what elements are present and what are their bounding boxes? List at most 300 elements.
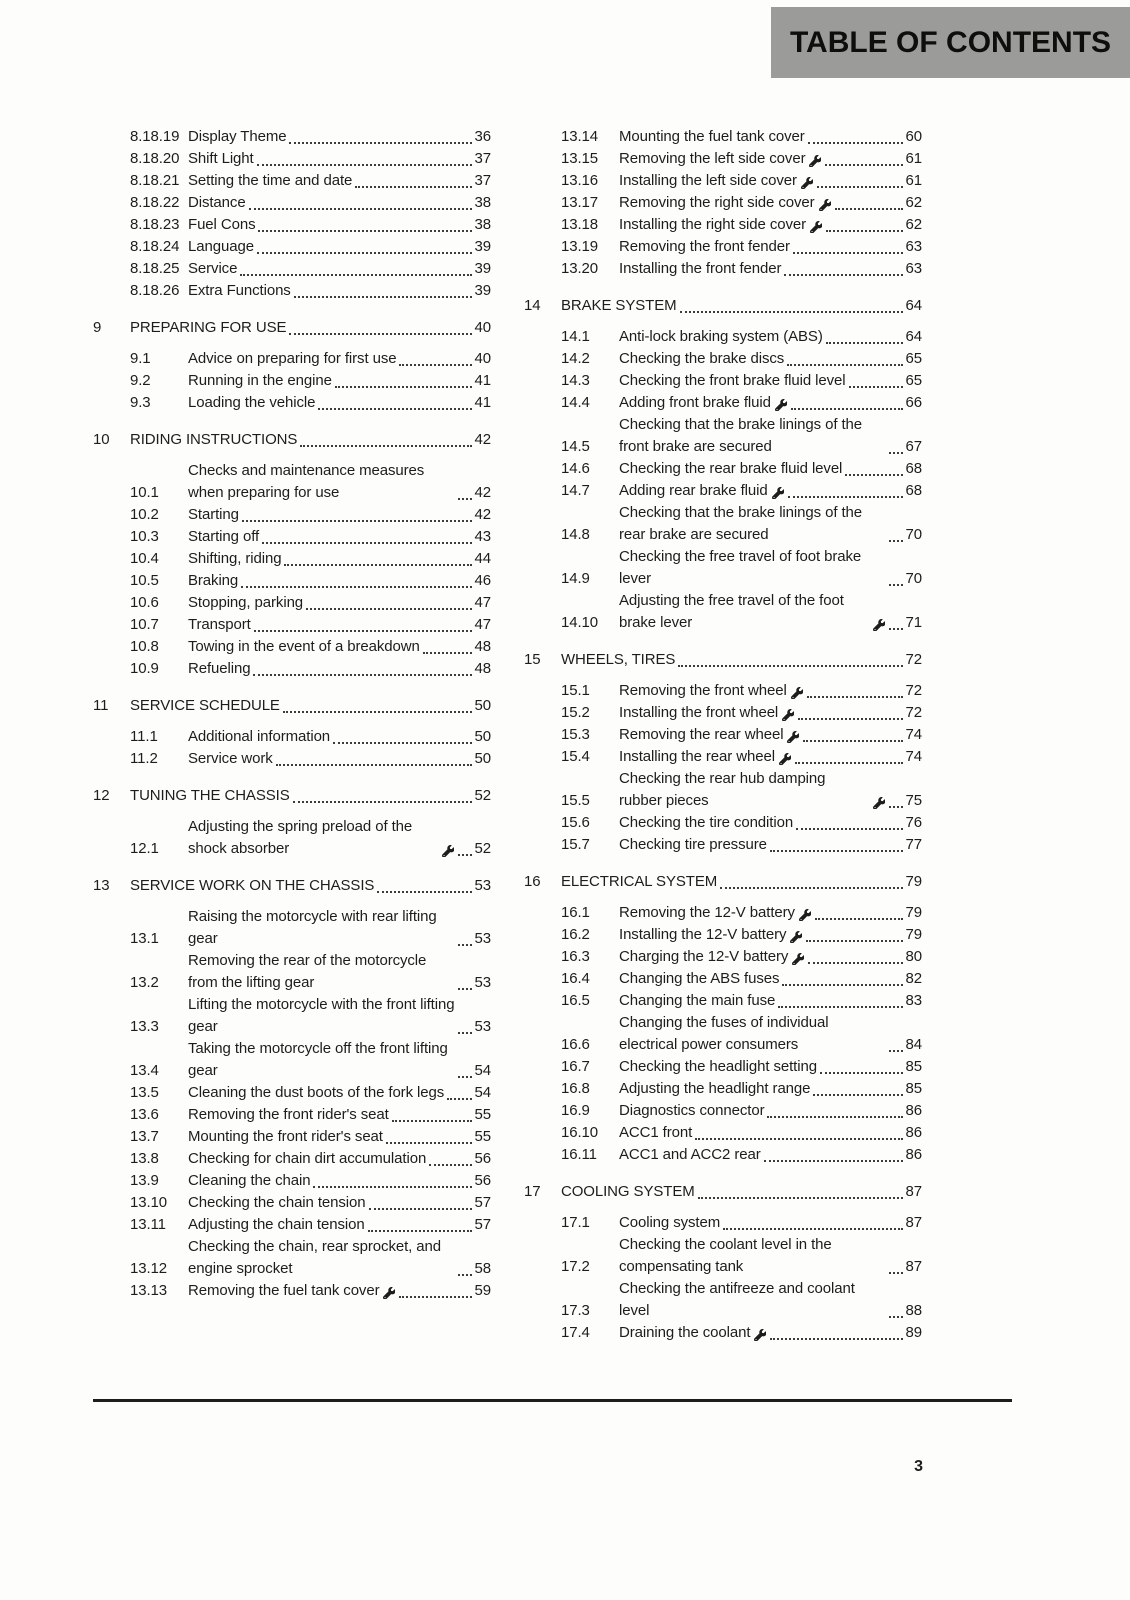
toc-entry-number: 14.5	[561, 438, 590, 455]
toc-entry-title: Transport	[188, 616, 251, 633]
toc-entry-page: 50	[474, 750, 491, 767]
toc-entry-page: 63	[905, 238, 922, 255]
toc-chapter-row	[524, 871, 922, 893]
toc-entry-title: Removing the 12-V battery	[619, 904, 795, 921]
toc-entry-page: 72	[905, 682, 922, 699]
toc-entry-number: 10.5	[130, 572, 159, 589]
toc-entry-number: 15	[524, 651, 541, 668]
toc-entry-title: Removing the rear of the motorcycle from the lifting gear	[188, 952, 427, 991]
dot-leader	[889, 806, 903, 808]
toc-entry-number: 15.7	[561, 836, 590, 853]
toc-entry-title: Checking that the brake linings of the front brake are secured	[619, 416, 863, 455]
toc-entry-page: 42	[474, 431, 491, 448]
toc-entry-row	[93, 280, 491, 302]
dot-leader	[283, 711, 472, 713]
dot-leader	[386, 1142, 472, 1144]
toc-entry-page: 79	[905, 904, 922, 921]
toc-entry-page: 76	[905, 814, 922, 831]
toc-entry-page: 44	[474, 550, 491, 567]
toc-entry-row	[524, 902, 922, 924]
toc-entry-title: RIDING INSTRUCTIONS	[130, 431, 298, 448]
table-of-contents	[93, 126, 923, 1344]
toc-entry-title: ACC1 front	[619, 1124, 693, 1141]
toc-entry-row	[524, 214, 922, 236]
toc-entry-title: Checking the free travel of foot brake lever	[619, 548, 862, 587]
toc-chapter-row	[524, 1181, 922, 1203]
toc-entry-page: 50	[474, 697, 491, 714]
toc-entry-number: 10	[93, 431, 110, 448]
toc-entry-title: Checking that the brake linings of the rear brake are secured	[619, 504, 863, 543]
toc-entry-title: Adjusting the headlight range	[619, 1080, 811, 1097]
toc-entry-row	[524, 924, 922, 946]
toc-entry-page: 63	[905, 260, 922, 277]
toc-entry-row	[93, 1104, 491, 1126]
toc-entry-number: 10.3	[130, 528, 159, 545]
toc-entry-number: 10.4	[130, 550, 159, 567]
toc-entry-title: Cleaning the chain	[188, 1172, 311, 1189]
toc-entry-page: 36	[474, 128, 491, 145]
toc-entry-row	[524, 1012, 922, 1056]
toc-entry-number: 17.1	[561, 1214, 590, 1231]
toc-entry-page: 87	[905, 1183, 922, 1200]
toc-entry-title: Installing the rear wheel	[619, 748, 775, 765]
toc-entry-page: 53	[474, 1018, 491, 1035]
toc-entry-title: Diagnostics connector	[619, 1102, 765, 1119]
toc-entry-page: 72	[905, 704, 922, 721]
toc-entry-title: Shift Light	[188, 150, 254, 167]
toc-entry-row	[524, 126, 922, 148]
toc-entry-row	[93, 906, 491, 950]
toc-entry-number: 16.4	[561, 970, 590, 987]
toc-entry-page: 57	[474, 1194, 491, 1211]
dot-leader	[257, 252, 472, 254]
toc-entry-page: 39	[474, 260, 491, 277]
toc-entry-number: 14.6	[561, 460, 590, 477]
toc-entry-page: 88	[905, 1302, 922, 1319]
toc-entry-title: Checks and maintenance measures when preparing for use	[188, 462, 425, 501]
toc-entry-title: Installing the 12-V battery	[619, 926, 787, 943]
dot-leader	[889, 584, 903, 586]
dot-leader	[458, 498, 472, 500]
toc-entry-row	[93, 236, 491, 258]
dot-leader	[306, 608, 471, 610]
toc-entry-row	[93, 148, 491, 170]
toc-entry-row	[93, 748, 491, 770]
toc-entry-page: 42	[474, 506, 491, 523]
toc-entry-number: 15.3	[561, 726, 590, 743]
toc-entry-number: 14.2	[561, 350, 590, 367]
toc-entry-number: 16.3	[561, 948, 590, 965]
dot-leader	[240, 274, 471, 276]
toc-entry-row	[524, 1144, 922, 1166]
toc-entry-page: 86	[905, 1146, 922, 1163]
dot-leader	[788, 496, 903, 498]
toc-entry-page: 60	[905, 128, 922, 145]
toc-entry-title: Braking	[188, 572, 239, 589]
wrench-icon	[809, 155, 821, 167]
toc-entry-number: 16.8	[561, 1080, 590, 1097]
dot-leader	[318, 408, 471, 410]
dot-leader	[678, 665, 902, 667]
toc-entry-number: 16	[524, 873, 541, 890]
toc-entry-number: 15.2	[561, 704, 590, 721]
toc-entry-number: 10.7	[130, 616, 159, 633]
dot-leader	[808, 962, 902, 964]
toc-entry-page: 61	[905, 150, 922, 167]
toc-entry-number: 11.1	[130, 728, 158, 745]
toc-entry-title: Draining the coolant	[619, 1324, 751, 1341]
dot-leader	[300, 445, 471, 447]
toc-entry-number: 8.18.25	[130, 260, 180, 277]
toc-entry-row	[93, 570, 491, 592]
dot-leader	[249, 208, 472, 210]
dot-leader	[808, 142, 903, 144]
toc-entry-title: PREPARING FOR USE	[130, 319, 287, 336]
toc-column	[524, 126, 922, 1344]
toc-entry-title: Running in the engine	[188, 372, 332, 389]
dot-leader	[399, 1296, 471, 1298]
dot-leader	[289, 333, 471, 335]
wrench-icon	[779, 753, 791, 765]
dot-leader	[723, 1228, 902, 1230]
toc-entry-title: Adjusting the spring preload of the shock absorber	[188, 818, 413, 857]
toc-entry-page: 40	[474, 319, 491, 336]
dot-leader	[813, 1094, 902, 1096]
toc-entry-page: 43	[474, 528, 491, 545]
toc-entry-page: 62	[905, 194, 922, 211]
wrench-icon	[792, 953, 804, 965]
toc-entry-title: Shifting, riding	[188, 550, 282, 567]
toc-entry-number: 8.18.23	[130, 216, 180, 233]
toc-entry-row	[524, 546, 922, 590]
toc-entry-row	[524, 1234, 922, 1278]
toc-entry-row	[93, 348, 491, 370]
toc-entry-row	[524, 834, 922, 856]
dot-leader	[258, 230, 471, 232]
toc-entry-title: Removing the left side cover	[619, 150, 806, 167]
dot-leader	[313, 1186, 471, 1188]
toc-entry-row	[93, 192, 491, 214]
toc-entry-page: 53	[474, 974, 491, 991]
toc-entry-row	[93, 658, 491, 680]
toc-entry-title: Cooling system	[619, 1214, 721, 1231]
toc-entry-title: Charging the 12-V battery	[619, 948, 789, 965]
toc-entry-number: 13	[93, 877, 110, 894]
toc-entry-page: 75	[905, 792, 922, 809]
toc-entry-number: 14.9	[561, 570, 590, 587]
dot-leader	[458, 1032, 472, 1034]
toc-entry-row	[524, 1122, 922, 1144]
toc-entry-title: Changing the main fuse	[619, 992, 776, 1009]
toc-entry-number: 13.15	[561, 150, 599, 167]
toc-entry-title: Lifting the motorcycle with the front lifting gear	[188, 996, 455, 1035]
toc-entry-row	[524, 1278, 922, 1322]
toc-entry-title: Checking tire pressure	[619, 836, 767, 853]
toc-entry-row	[93, 592, 491, 614]
toc-entry-row	[93, 1082, 491, 1104]
dot-leader	[889, 540, 903, 542]
toc-entry-title: Additional information	[188, 728, 331, 745]
dot-leader	[791, 408, 903, 410]
wrench-icon	[810, 221, 822, 233]
toc-entry-row	[93, 548, 491, 570]
toc-entry-row	[524, 1212, 922, 1234]
dot-leader	[377, 891, 471, 893]
toc-entry-page: 67	[905, 438, 922, 455]
toc-entry-page: 57	[474, 1216, 491, 1233]
dot-leader	[698, 1197, 903, 1199]
toc-entry-number: 12	[93, 787, 110, 804]
dot-leader	[284, 564, 471, 566]
toc-entry-page: 64	[905, 297, 922, 314]
toc-entry-page: 65	[905, 350, 922, 367]
toc-entry-page: 50	[474, 728, 491, 745]
toc-entry-number: 13.3	[130, 1018, 159, 1035]
toc-entry-page: 37	[474, 150, 491, 167]
toc-entry-title: Adjusting the free travel of the foot brake lever	[619, 592, 844, 631]
dot-leader	[720, 887, 902, 889]
toc-entry-page: 65	[905, 372, 922, 389]
toc-entry-row	[524, 414, 922, 458]
dot-leader	[795, 762, 903, 764]
dot-leader	[289, 142, 471, 144]
toc-entry-page: 46	[474, 572, 491, 589]
wrench-icon	[873, 797, 885, 809]
toc-entry-row	[524, 480, 922, 502]
toc-entry-number: 13.13	[130, 1282, 168, 1299]
dot-leader	[458, 944, 472, 946]
wrench-icon	[873, 619, 885, 631]
toc-entry-title: Service work	[188, 750, 273, 767]
toc-entry-page: 54	[474, 1062, 491, 1079]
toc-entry-number: 13.8	[130, 1150, 159, 1167]
toc-entry-row	[524, 192, 922, 214]
toc-entry-number: 13.2	[130, 974, 159, 991]
toc-entry-row	[524, 812, 922, 834]
toc-entry-page: 87	[905, 1258, 922, 1275]
toc-entry-number: 9.3	[130, 394, 151, 411]
toc-entry-number: 10.6	[130, 594, 159, 611]
toc-entry-number: 13.20	[561, 260, 599, 277]
toc-entry-title: Starting off	[188, 528, 260, 545]
toc-entry-title: Towing in the event of a breakdown	[188, 638, 420, 655]
toc-entry-number: 13.10	[130, 1194, 168, 1211]
page-title: TABLE OF CONTENTS	[789, 25, 1112, 59]
toc-entry-title: Installing the front wheel	[619, 704, 779, 721]
toc-entry-title: WHEELS, TIRES	[561, 651, 676, 668]
dot-leader	[815, 918, 903, 920]
toc-entry-number: 9.2	[130, 372, 151, 389]
toc-entry-title: Refueling	[188, 660, 251, 677]
toc-entry-title: Changing the ABS fuses	[619, 970, 780, 987]
toc-entry-row	[524, 1056, 922, 1078]
dot-leader	[767, 1116, 902, 1118]
toc-entry-page: 72	[905, 651, 922, 668]
toc-entry-title: Checking the antifreeze and coolant level	[619, 1280, 855, 1319]
dot-leader	[770, 850, 903, 852]
toc-entry-row	[524, 768, 922, 812]
toc-entry-title: Loading the vehicle	[188, 394, 316, 411]
dot-leader	[798, 718, 902, 720]
toc-entry-row	[524, 148, 922, 170]
toc-entry-title: ACC1 and ACC2 rear	[619, 1146, 761, 1163]
toc-entry-page: 86	[905, 1102, 922, 1119]
toc-entry-number: 13.6	[130, 1106, 159, 1123]
toc-entry-title: Distance	[188, 194, 246, 211]
toc-entry-title: Removing the rear wheel	[619, 726, 784, 743]
toc-entry-page: 39	[474, 282, 491, 299]
dot-leader	[262, 542, 471, 544]
dot-leader	[889, 1050, 903, 1052]
toc-entry-page: 64	[905, 328, 922, 345]
dot-leader	[826, 230, 902, 232]
toc-entry-number: 8.18.19	[130, 128, 180, 145]
dot-leader	[392, 1120, 472, 1122]
toc-entry-row	[524, 746, 922, 768]
dot-leader	[807, 696, 903, 698]
toc-entry-row	[93, 258, 491, 280]
toc-entry-title: Taking the motorcycle off the front lifting gear	[188, 1040, 448, 1079]
toc-entry-page: 54	[474, 1084, 491, 1101]
dot-leader	[293, 801, 472, 803]
toc-entry-number: 13.9	[130, 1172, 159, 1189]
toc-entry-page: 59	[474, 1282, 491, 1299]
toc-entry-page: 48	[474, 660, 491, 677]
toc-entry-number: 14.7	[561, 482, 590, 499]
toc-entry-title: Removing the right side cover	[619, 194, 815, 211]
toc-chapter-row	[93, 317, 491, 339]
toc-entry-row	[93, 214, 491, 236]
toc-entry-page: 55	[474, 1128, 491, 1145]
toc-entry-row	[524, 392, 922, 414]
toc-entry-row	[93, 526, 491, 548]
wrench-icon	[819, 199, 831, 211]
toc-entry-page: 68	[905, 482, 922, 499]
toc-entry-number: 15.5	[561, 792, 590, 809]
dot-leader	[782, 984, 902, 986]
dot-leader	[806, 940, 902, 942]
dot-leader	[778, 1006, 902, 1008]
dot-leader	[458, 1274, 472, 1276]
toc-entry-page: 42	[474, 484, 491, 501]
dot-leader	[695, 1138, 902, 1140]
toc-entry-number: 11	[93, 697, 109, 714]
dot-leader	[368, 1230, 472, 1232]
toc-entry-row	[524, 680, 922, 702]
toc-entry-number: 10.1	[130, 484, 159, 501]
toc-chapter-row	[93, 429, 491, 451]
toc-entry-page: 66	[905, 394, 922, 411]
toc-entry-page: 40	[474, 350, 491, 367]
toc-entry-row	[93, 1170, 491, 1192]
toc-entry-title: Checking the front brake fluid level	[619, 372, 846, 389]
toc-entry-title: Checking the chain, rear sprocket, and engine sprocket	[188, 1238, 442, 1277]
dot-leader	[680, 311, 903, 313]
toc-entry-page: 70	[905, 526, 922, 543]
toc-entry-page: 85	[905, 1080, 922, 1097]
toc-entry-number: 13.14	[561, 128, 599, 145]
toc-entry-row	[93, 726, 491, 748]
dot-leader	[796, 828, 902, 830]
toc-entry-title: Removing the front wheel	[619, 682, 787, 699]
toc-entry-title: Service	[188, 260, 238, 277]
toc-entry-number: 14.4	[561, 394, 590, 411]
toc-entry-title: Starting	[188, 506, 239, 523]
toc-entry-title: Installing the left side cover	[619, 172, 797, 189]
toc-entry-title: Checking the chain tension	[188, 1194, 366, 1211]
toc-entry-title: Raising the motorcycle with rear lifting gear	[188, 908, 437, 947]
dot-leader	[803, 740, 902, 742]
toc-entry-title: Adjusting the chain tension	[188, 1216, 365, 1233]
toc-column	[93, 126, 491, 1344]
toc-entry-number: 10.8	[130, 638, 159, 655]
dot-leader	[254, 630, 472, 632]
dot-leader	[423, 652, 472, 654]
dot-leader	[335, 386, 472, 388]
toc-entry-row	[93, 1236, 491, 1280]
toc-entry-page: 37	[474, 172, 491, 189]
toc-entry-row	[524, 590, 922, 634]
dot-leader	[764, 1160, 903, 1162]
dot-leader	[429, 1164, 471, 1166]
toc-entry-number: 16.7	[561, 1058, 590, 1075]
toc-entry-row	[93, 1280, 491, 1302]
toc-entry-number: 13.18	[561, 216, 599, 233]
toc-entry-number: 17	[524, 1183, 541, 1200]
dot-leader	[355, 186, 471, 188]
toc-entry-title: Installing the front fender	[619, 260, 782, 277]
dot-leader	[241, 586, 471, 588]
toc-entry-number: 14.8	[561, 526, 590, 543]
wrench-icon	[787, 731, 799, 743]
toc-entry-number: 10.9	[130, 660, 159, 677]
dot-leader	[369, 1208, 472, 1210]
dot-leader	[825, 164, 902, 166]
toc-entry-page: 83	[905, 992, 922, 1009]
toc-entry-number: 14	[524, 297, 541, 314]
dot-leader	[826, 342, 903, 344]
toc-entry-row	[93, 1214, 491, 1236]
toc-entry-page: 47	[474, 594, 491, 611]
toc-entry-number: 13.16	[561, 172, 599, 189]
toc-entry-row	[93, 392, 491, 414]
toc-entry-title: Checking the tire condition	[619, 814, 794, 831]
toc-chapter-row	[93, 875, 491, 897]
toc-entry-number: 9.1	[130, 350, 151, 367]
toc-entry-title: Mounting the front rider's seat	[188, 1128, 383, 1145]
toc-entry-row	[524, 236, 922, 258]
toc-entry-number: 13.11	[130, 1216, 166, 1233]
toc-entry-title: BRAKE SYSTEM	[561, 297, 677, 314]
toc-entry-row	[93, 1192, 491, 1214]
toc-entry-number: 13.17	[561, 194, 599, 211]
dot-leader	[845, 474, 902, 476]
toc-entry-row	[93, 636, 491, 658]
toc-entry-number: 17.3	[561, 1302, 590, 1319]
toc-entry-page: 79	[905, 926, 922, 943]
wrench-icon	[782, 709, 794, 721]
dot-leader	[242, 520, 472, 522]
wrench-icon	[791, 687, 803, 699]
toc-chapter-row	[93, 785, 491, 807]
dot-leader	[889, 452, 903, 454]
dot-leader	[835, 208, 903, 210]
toc-entry-page: 38	[474, 194, 491, 211]
toc-entry-page: 47	[474, 616, 491, 633]
toc-entry-number: 15.4	[561, 748, 590, 765]
wrench-icon	[801, 177, 813, 189]
toc-entry-row	[524, 502, 922, 546]
